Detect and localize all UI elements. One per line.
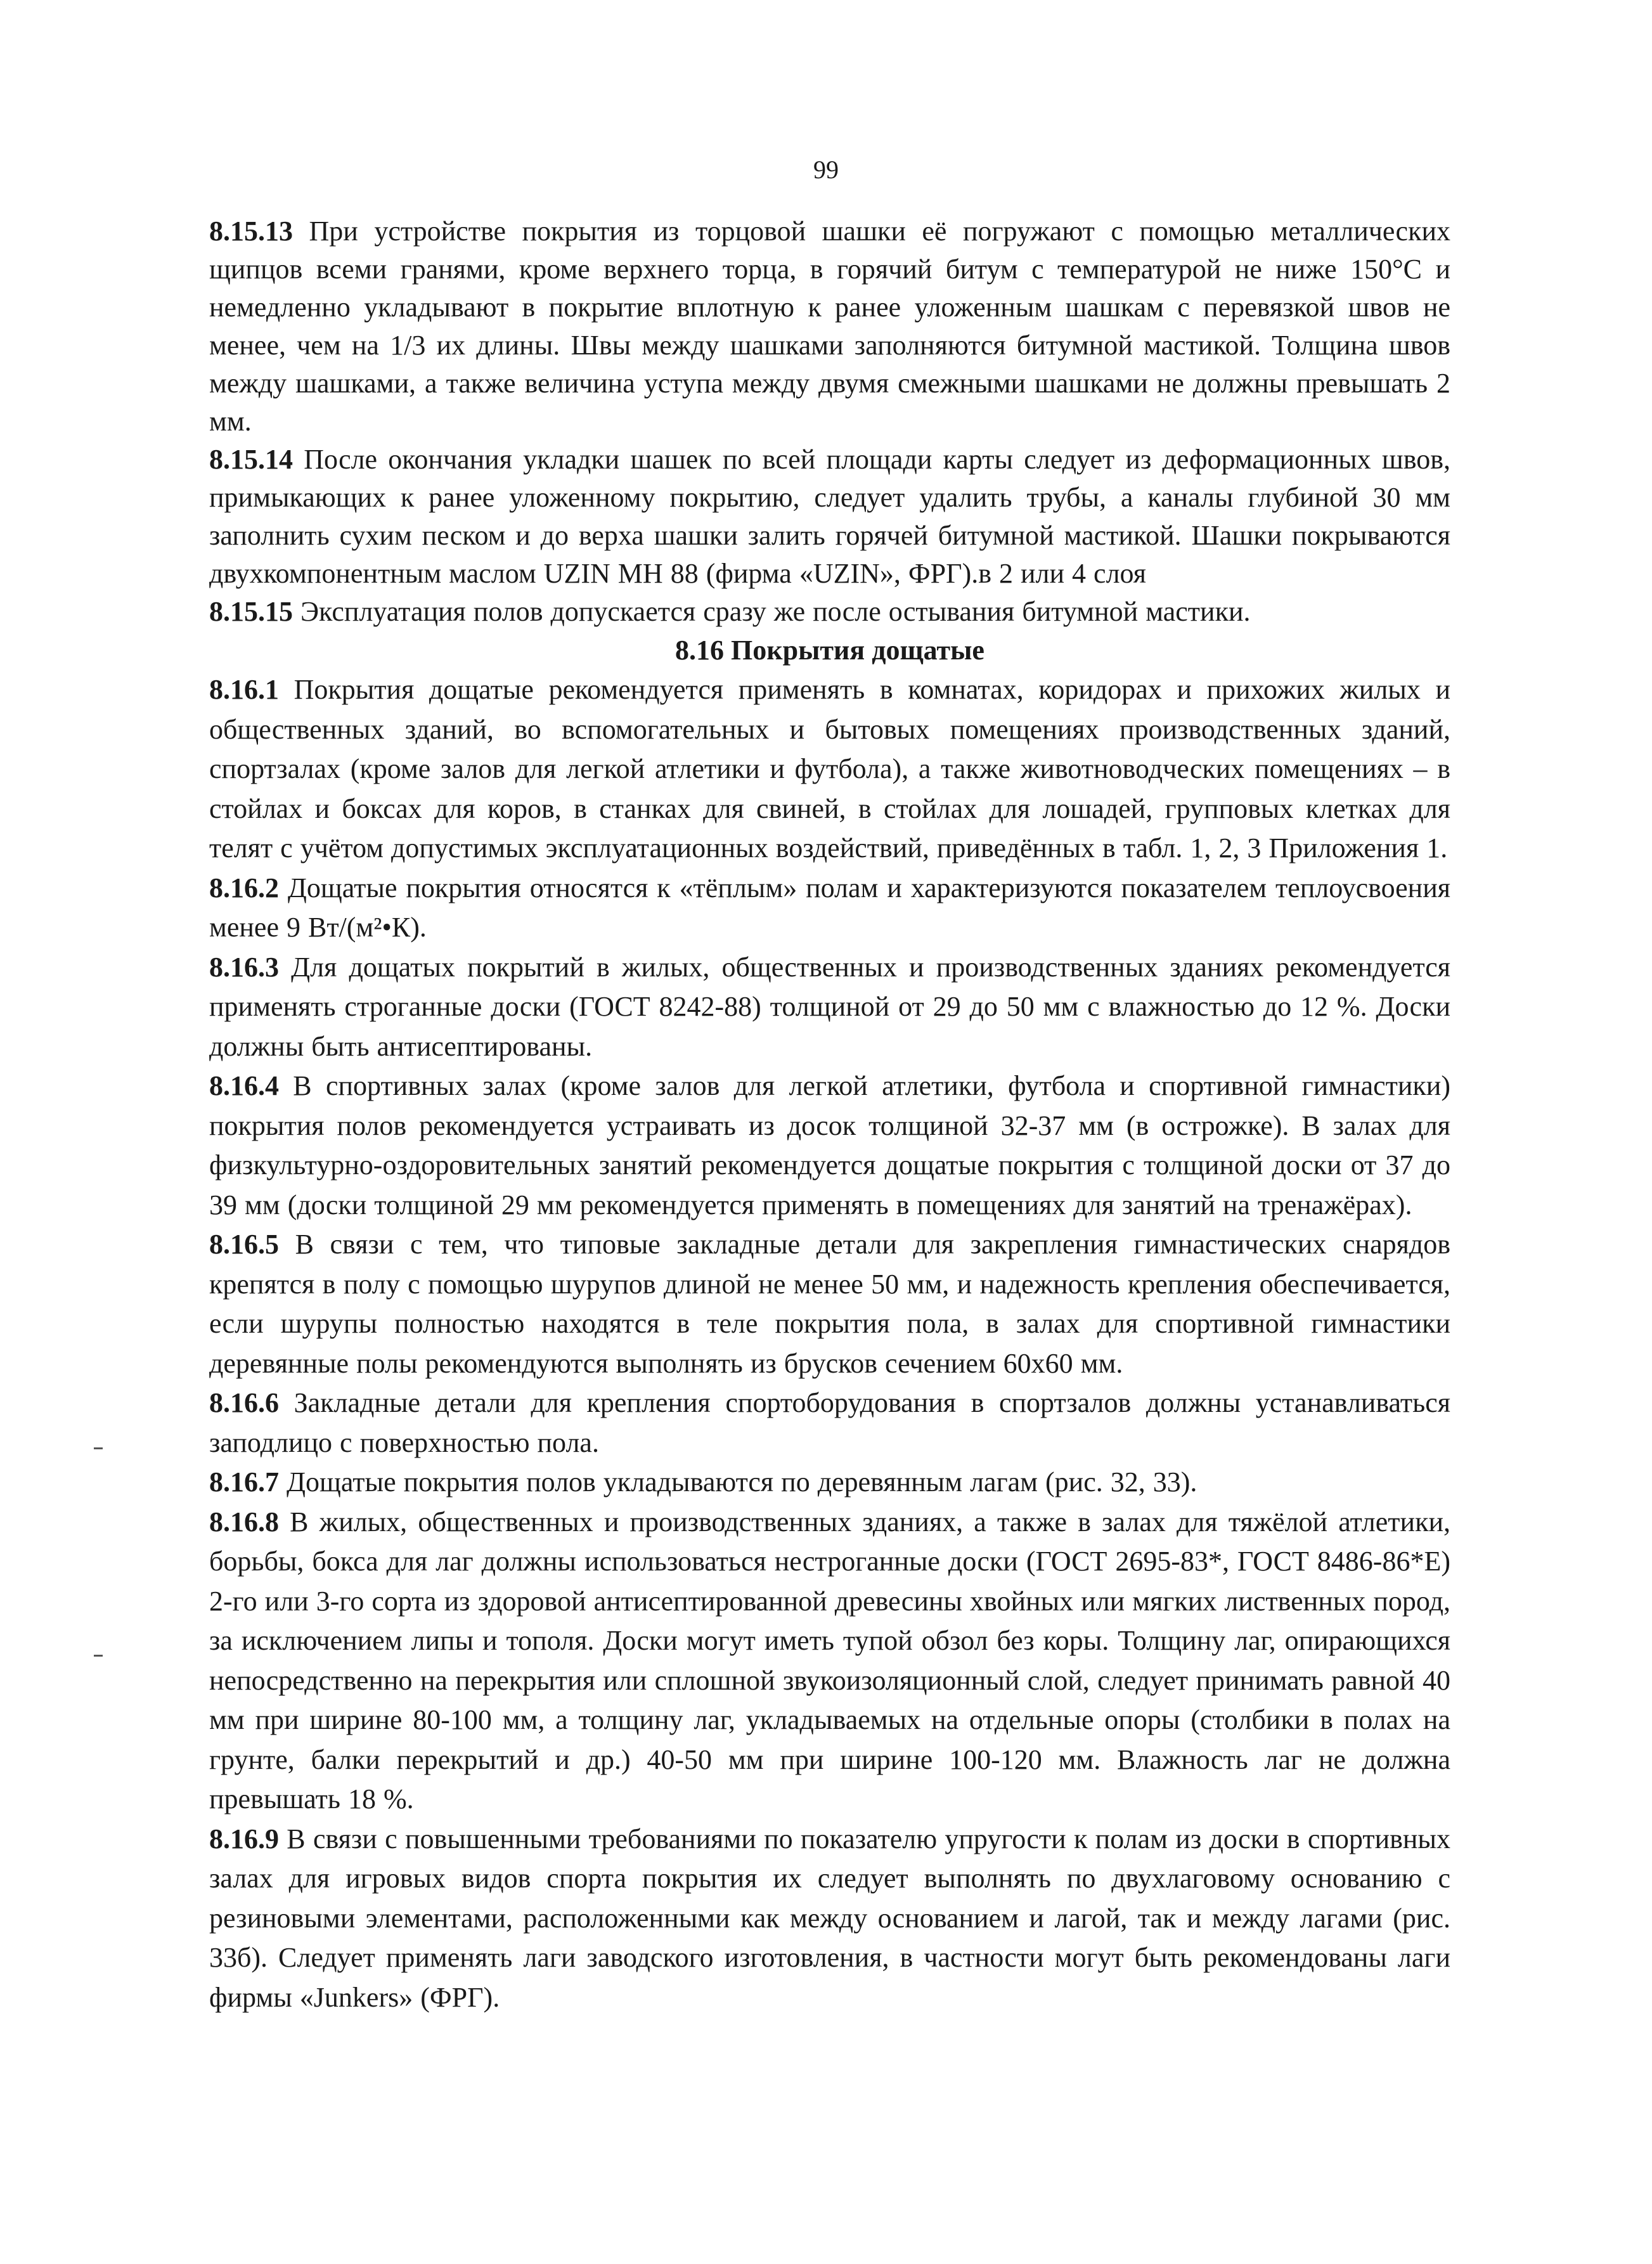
paragraph-8-16-3	[209, 948, 1450, 1067]
paragraph-number: 8.16.4	[209, 1070, 279, 1101]
paragraph-number: 8.16.1	[209, 674, 279, 705]
paragraph-8-16-5	[209, 1225, 1450, 1383]
section-heading: 8.16 Покрытия дощатые	[675, 635, 984, 666]
paragraph-text: Эксплуатация полов допускается сразу же после остывания битумной мастики.	[293, 596, 1251, 627]
paragraph-text: Покрытия дощатые рекомендуется применять в комнатах, коридорах и прихожих жилых и общественных зданий, во вспомогательных и бытовых помещениях производственных зданий, спортзалах (кроме залов для легкой атлетики и футбола), а также животноводческих помещениях – в стойлах и боксах для коров, в станках для свиней, в стойлах для лошадей, групповых клетках для телят с учётом допустимых эксплуатационных воздействий, приведённых в табл. 1, 2, 3 Приложения 1.	[209, 674, 1450, 864]
paragraph-8-16-8	[209, 1503, 1450, 1820]
paragraph-text: Дощатые покрытия полов укладываются по деревянным лагам (рис. 32, 33).	[279, 1466, 1197, 1497]
document-body	[209, 212, 1450, 2017]
paragraph-number: 8.15.15	[209, 596, 293, 627]
paragraph-number: 8.15.14	[209, 444, 293, 475]
paragraph-8-16-1	[209, 670, 1450, 869]
paragraph-text: В жилых, общественных и производственных зданиях, а также в залах для тяжёлой атлетики, борьбы, бокса для лаг должны использоваться нестроганные доски (ГОСТ 2695-83*, ГОСТ 8486-86*Е) 2-го или 3-го сорта из здоровой антисептированной древесины хвойных или мягких лиственных пород, за исключением липы и тополя. Доски могут иметь тупой обзол без коры. Толщину лаг, опирающихся непосредственно на перекрытия или сплошной звукоизоляционный слой, следует принимать равной 40 мм при ширине 80-100 мм, а толщину лаг, укладываемых на отдельные опоры (столбики в полах на грунте, балки перекрытий и др.) 40-50 мм при ширине 100-120 мм. Влажность лаг не должна превышать 18 %.	[209, 1506, 1450, 1814]
paragraph-8-16-9	[209, 1820, 1450, 2018]
paragraph-number: 8.16.3	[209, 951, 279, 983]
paragraph-number: 8.16.5	[209, 1229, 279, 1260]
paragraph-text: Для дощатых покрытий в жилых, общественных и производственных зданиях рекомендуется применять строганные доски (ГОСТ 8242-88) толщиной от 29 до 50 мм с влажностью до 12 %. Доски должны быть антисептированы.	[209, 951, 1450, 1062]
page-number: 99	[813, 155, 839, 184]
paragraph-text: Дощатые покрытия относятся к «тёплым» полам и характеризуются показателем теплоусвоения менее 9 Вт/(м²•К).	[209, 872, 1450, 943]
paragraph-8-15-15	[209, 593, 1450, 631]
paragraph-number: 8.16.6	[209, 1387, 279, 1418]
paragraph-text: В связи с повышенными требованиями по показателю упругости к полам из доски в спортивных залах для игровых видов спорта покрытия их следует выполнять по двухлаговому основанию с резиновыми элементами, расположенными как между основанием и лагой, так и между лагами (рис. 33б). Следует применять лаги заводского изготовления, в частности могут быть рекомендованы лаги фирмы «Junkers» (ФРГ).	[209, 1823, 1450, 2013]
margin-mark-bottom	[94, 1655, 103, 1657]
paragraph-8-16-7	[209, 1463, 1450, 1503]
margin-mark-top	[94, 1447, 103, 1449]
paragraph-text: После окончания укладки шашек по всей площади карты следует из деформационных швов, примыкающих к ранее уложенному покрытию, следует удалить трубы, а каналы глубиной 30 мм заполнить сухим песком и до верха шашки залить горячей битумной мастикой. Шашки покрываются двухкомпонентным маслом UZIN MH 88 (фирма «UZIN», ФРГ).в 2 или 4 слоя	[209, 444, 1450, 589]
paragraph-number: 8.16.8	[209, 1506, 279, 1537]
paragraph-number: 8.16.9	[209, 1823, 279, 1854]
paragraph-number: 8.16.2	[209, 872, 279, 903]
paragraph-8-16-4	[209, 1066, 1450, 1225]
paragraph-text: В спортивных залах (кроме залов для легкой атлетики, футбола и спортивной гимнастики) покрытия полов рекомендуется устраивать из досок толщиной 32-37 мм (в острожке). В залах для физкультурно-оздоровительных занятий рекомендуется дощатые покрытия с толщиной доски от 37 до 39 мм (доски толщиной 29 мм рекомендуется применять в помещениях для занятий на тренажёрах).	[209, 1070, 1450, 1220]
paragraph-text: При устройстве покрытия из торцовой шашки её погружают с помощью металлических щипцов всеми гранями, кроме верхнего торца, в горячий битум с температурой не ниже 150°С и немедленно укладывают в покрытие вплотную к ранее уложенным шашкам с перевязкой швов не менее, чем на 1/3 их длины. Швы между шашками заполняются битумной мастикой. Толщина швов между шашками, а также величина уступа между двумя смежными шашками не должны превышать 2 мм.	[209, 216, 1450, 437]
paragraph-8-16-2	[209, 869, 1450, 948]
paragraph-8-15-13	[209, 212, 1450, 441]
paragraph-number: 8.16.7	[209, 1466, 279, 1497]
paragraph-text: Закладные детали для крепления спортоборудования в спортзалов должны устанавливаться заподлицо с поверхностью пола.	[209, 1387, 1450, 1458]
paragraph-number: 8.15.13	[209, 216, 293, 247]
paragraph-text: В связи с тем, что типовые закладные детали для закрепления гимнастических снарядов крепятся в полу с помощью шурупов длиной не менее 50 мм, и надежность крепления обеспечивается, если шурупы полностью находятся в теле покрытия пола, в залах для спортивной гимнастики деревянные полы рекомендуются выполнять из брусков сечением 60х60 мм.	[209, 1229, 1450, 1379]
paragraph-8-15-14	[209, 441, 1450, 593]
paragraph-8-16-6	[209, 1383, 1450, 1463]
